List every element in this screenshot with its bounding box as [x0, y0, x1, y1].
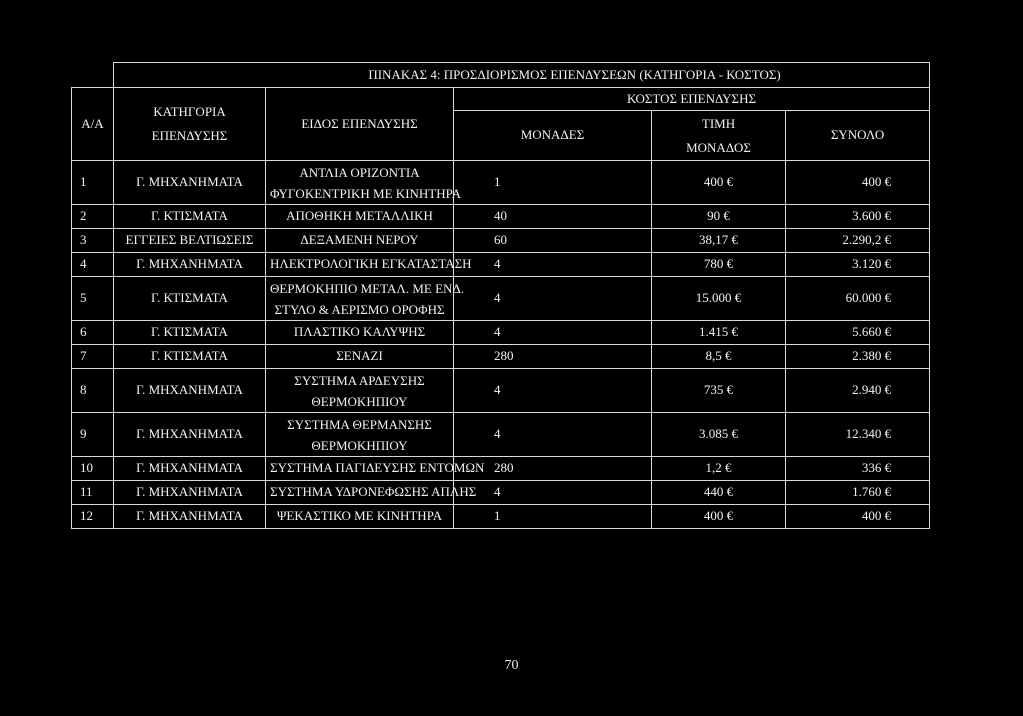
row-total: 2.290,2 € — [786, 229, 930, 253]
row-category: Γ. ΜΗΧΑΝΗΜΑΤΑ — [114, 369, 266, 413]
row-total: 12.340 € — [786, 413, 930, 457]
row-unit-price: 400 € — [652, 161, 786, 205]
row-type: ΨΕΚΑΣΤΙΚΟ ΜΕ ΚΙΝΗΤΗΡΑ — [266, 505, 454, 529]
row-type: ΔΕΞΑΜΕΝΗ ΝΕΡΟΥ — [266, 229, 454, 253]
row-aa: 1 — [72, 161, 114, 205]
row-units: 4 — [454, 413, 652, 457]
row-unit-price: 1,2 € — [652, 457, 786, 481]
row-category: Γ. ΜΗΧΑΝΗΜΑΤΑ — [114, 161, 266, 205]
row-category: Γ. ΜΗΧΑΝΗΜΑΤΑ — [114, 413, 266, 457]
row-unit-price: 780 € — [652, 253, 786, 277]
row-total: 2.940 € — [786, 369, 930, 413]
header-row-1 — [72, 88, 930, 111]
header-category-line1: ΚΑΤΗΓΟΡΙΑ — [153, 104, 226, 119]
row-unit-price: 1.415 € — [652, 321, 786, 345]
row-units: 60 — [454, 229, 652, 253]
row-type: ΗΛΕΚΤΡΟΛΟΓΙΚΗ ΕΓΚΑΤΑΣΤΑΣΗ — [266, 253, 454, 277]
row-aa: 3 — [72, 229, 114, 253]
row-category: Γ. ΚΤΙΣΜΑΤΑ — [114, 205, 266, 229]
row-type: ΣΕΝΑΖΙ — [266, 345, 454, 369]
row-unit-price: 400 € — [652, 505, 786, 529]
row-type: ΠΛΑΣΤΙΚΟ ΚΑΛΥΨΗΣ — [266, 321, 454, 345]
row-units: 1 — [454, 505, 652, 529]
header-total: ΣΥΝΟΛΟ — [786, 111, 930, 161]
row-type-line2: ΘΕΡΜΟΚΗΠΙΟΥ — [311, 437, 408, 453]
table-title: ΠΙΝΑΚΑΣ 4: ΠΡΟΣΔΙΟΡΙΣΜΟΣ ΕΠΕΝΔΥΣΕΩΝ (ΚΑΤΗΓΟΡΙΑ - ΚΟΣΤΟΣ) — [114, 63, 930, 88]
row-total: 3.120 € — [786, 253, 930, 277]
header-type: ΕΙΔΟΣ ΕΠΕΝΔΥΣΗΣ — [266, 88, 454, 161]
row-category: ΕΓΓΕΙΕΣ ΒΕΛΤΙΩΣΕΙΣ — [114, 229, 266, 253]
row-unit-price: 3.085 € — [652, 413, 786, 457]
table-row — [72, 481, 930, 505]
row-units: 40 — [454, 205, 652, 229]
table-row — [72, 321, 930, 345]
table-row — [72, 457, 930, 481]
row-total: 400 € — [786, 505, 930, 529]
row-total: 2.380 € — [786, 345, 930, 369]
table-row — [72, 369, 930, 413]
row-units: 4 — [454, 253, 652, 277]
row-unit-price: 90 € — [652, 205, 786, 229]
row-type-line2: ΘΕΡΜΟΚΗΠΙΟΥ — [311, 393, 408, 409]
row-aa: 10 — [72, 457, 114, 481]
row-units: 1 — [454, 161, 652, 205]
row-units: 280 — [454, 345, 652, 369]
row-total: 60.000 € — [786, 277, 930, 321]
row-type-line2: ΣΤΥΛΟ & ΑΕΡΙΣΜΟ ΟΡΟΦΗΣ — [274, 301, 445, 317]
row-unit-price: 440 € — [652, 481, 786, 505]
row-unit-price: 735 € — [652, 369, 786, 413]
table-row — [72, 413, 930, 457]
row-category: Γ. ΚΤΙΣΜΑΤΑ — [114, 321, 266, 345]
table-row — [72, 229, 930, 253]
row-aa: 8 — [72, 369, 114, 413]
investment-table-container — [71, 62, 929, 529]
row-category: Γ. ΚΤΙΣΜΑΤΑ — [114, 345, 266, 369]
row-type — [266, 413, 454, 457]
row-units: 4 — [454, 481, 652, 505]
row-aa: 2 — [72, 205, 114, 229]
header-category — [114, 88, 266, 161]
table-title-row — [72, 63, 930, 88]
investment-table — [71, 62, 930, 529]
row-type — [266, 277, 465, 321]
row-aa: 11 — [72, 481, 114, 505]
row-type — [266, 161, 462, 205]
row-units: 280 — [454, 457, 652, 481]
table-row — [72, 345, 930, 369]
row-type-line1: ΣΥΣΤΗΜΑ ΘΕΡΜΑΝΣΗΣ — [287, 416, 432, 432]
header-unit-price-line2: ΜΟΝΑΔΟΣ — [686, 139, 751, 155]
header-aa: Α/Α — [72, 88, 114, 161]
row-aa: 12 — [72, 505, 114, 529]
row-aa: 6 — [72, 321, 114, 345]
table-row — [72, 253, 930, 277]
row-aa: 7 — [72, 345, 114, 369]
header-category-line2: ΕΠΕΝΔΥΣΗΣ — [151, 128, 228, 143]
header-units: ΜΟΝΑΔΕΣ — [454, 111, 652, 161]
row-total: 3.600 € — [786, 205, 930, 229]
table-row — [72, 205, 930, 229]
header-cost-group: ΚΟΣΤΟΣ ΕΠΕΝΔΥΣΗΣ — [454, 88, 930, 111]
row-total: 336 € — [786, 457, 930, 481]
row-units: 4 — [454, 321, 652, 345]
header-unit-price — [652, 111, 786, 161]
row-units: 4 — [454, 369, 652, 413]
row-aa: 5 — [72, 277, 114, 321]
row-category: Γ. ΜΗΧΑΝΗΜΑΤΑ — [114, 253, 266, 277]
row-type: ΑΠΟΘΗΚΗ ΜΕΤΑΛΛΙΚΗ — [266, 205, 454, 229]
row-total: 5.660 € — [786, 321, 930, 345]
row-total: 1.760 € — [786, 481, 930, 505]
row-category: Γ. ΜΗΧΑΝΗΜΑΤΑ — [114, 505, 266, 529]
row-unit-price: 8,5 € — [652, 345, 786, 369]
row-aa: 4 — [72, 253, 114, 277]
row-type-line1: ΘΕΡΜΟΚΗΠΙΟ ΜΕΤΑΛ. ΜΕ ΕΝΔ. — [270, 280, 465, 296]
table-row — [72, 277, 930, 321]
table-row — [72, 161, 930, 205]
header-unit-price-line1: ΤΙΜΗ — [701, 115, 736, 131]
page-number: 70 — [504, 658, 519, 673]
title-spacer — [72, 63, 114, 88]
row-category: Γ. ΜΗΧΑΝΗΜΑΤΑ — [114, 457, 266, 481]
row-type-line1: ΑΝΤΛΙΑ ΟΡΙΖΟΝΤΙΑ — [299, 164, 420, 180]
row-type-line2: ΦΥΓΟΚΕΝΤΡΙΚΗ ΜΕ ΚΙΝΗΤΗΡΑ — [270, 185, 462, 201]
row-category: Γ. ΚΤΙΣΜΑΤΑ — [114, 277, 266, 321]
row-units: 4 — [454, 277, 652, 321]
row-type: ΣΥΣΤΗΜΑ ΥΔΡΟΝΕΦΩΣΗΣ ΑΠΛΗΣ — [266, 481, 454, 505]
row-type: ΣΥΣΤΗΜΑ ΠΑΓΙΔΕΥΣΗΣ ΕΝΤΟΜΩΝ — [266, 457, 454, 481]
table-row — [72, 505, 930, 529]
row-type-line1: ΣΥΣΤΗΜΑ ΑΡΔΕΥΣΗΣ — [294, 372, 425, 388]
row-aa: 9 — [72, 413, 114, 457]
row-category: Γ. ΜΗΧΑΝΗΜΑΤΑ — [114, 481, 266, 505]
row-unit-price: 38,17 € — [652, 229, 786, 253]
row-unit-price: 15.000 € — [652, 277, 786, 321]
row-type — [266, 369, 454, 413]
row-total: 400 € — [786, 161, 930, 205]
